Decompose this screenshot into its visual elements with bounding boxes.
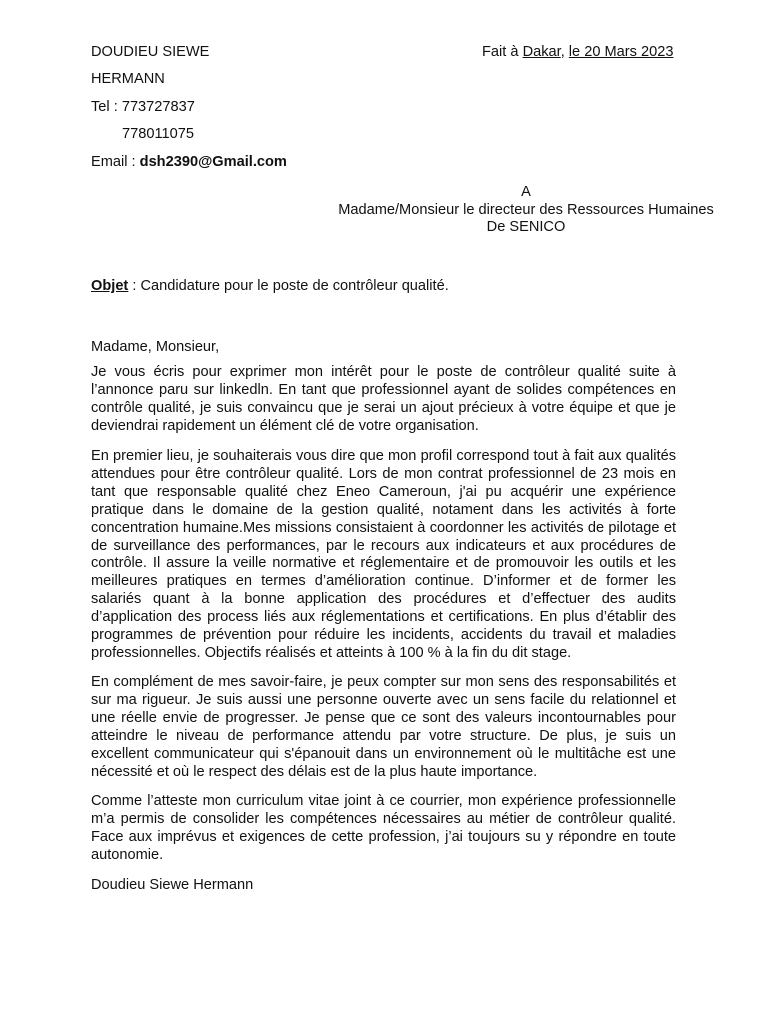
sender-phone xyxy=(91,98,195,116)
email-address: dsh2390@Gmail.com xyxy=(139,154,287,170)
place-comma: , xyxy=(560,44,569,60)
phone-label: Tel : xyxy=(91,99,122,115)
body-paragraph-2: En premier lieu, je souhaiterais vous dire que mon profil correspond tout à fait aux qualités attendues pour être contrôleur qualité. Lors de mon contrat professionnel de 23 mois en tant que responsable qualité chez Eneo Cameroun, j'ai pu acquérir une expérience pratique dans le domaine de la gestion qualité, notament dans les activités à forte concentration humaine.Mes missions consistaient à coordonner les activités de pilotage et de surveillance des performances, par le recours aux indicateurs et aux procédures de contrôle. Il assure la veille normative et réglementaire et de promouvoir les outils et les meilleures pratiques en termes d’amélioration continue. D’informer et de former les salariés quant à la bonne application des procédures et d’effectuer des audits d’application des process liés aux réglementations et certifications. En plus d’établir des programmes de prévention pour réduire les incidents, accidents du travail et maladies professionnelles. Objectifs réalisés et atteints à 100 % à la fin du dit stage. xyxy=(91,448,676,661)
sender-email xyxy=(91,153,287,171)
salutation: Madame, Monsieur, xyxy=(91,339,220,355)
subject-label: Objet xyxy=(91,278,129,294)
signature: Doudieu Siewe Hermann xyxy=(91,877,254,893)
phone-number-1: 773727837 xyxy=(121,99,195,115)
body-paragraph-3: En complément de mes savoir-faire, je peux compter sur mon sens des responsabilités et sur ma rigueur. Je suis aussi une personne ouverte avec un sens facile du relationnel et une réelle envie de progresser. Je pense que ce sont des valeurs incontournables pour atteindre le niveau de performance attendu par votre structure. De plus, je suis un excellent communicateur qui s'épanouit dans un environnement où le multitâche est une nécessité et où le respect des délais est de la plus haute importance. xyxy=(91,674,676,780)
sender-name-line2: HERMANN xyxy=(91,71,165,87)
subject-line xyxy=(91,277,449,295)
sender-name-line1: DOUDIEU SIEWE xyxy=(91,44,210,60)
body-paragraph-4: Comme l’atteste mon curriculum vitae joint à ce courrier, mon expérience professionnelle m’a permis de consolider les compétences nécessaires au métier de contrôleur qualité. Face aux imprévus et exigences de cette profession, j’ai toujours su y répondre en toute autonomie. xyxy=(91,793,676,863)
email-label: Email : xyxy=(91,154,140,170)
place-date xyxy=(482,43,673,61)
subject-text: : Candidature pour le poste de contrôleur qualité. xyxy=(128,278,449,294)
letter-date: le 20 Mars 2023 xyxy=(568,44,674,60)
body-paragraph-1: Je vous écris pour exprimer mon intérêt pour le poste de contrôleur qualité suite à l’annonce paru sur linkedln. En tant que professionnel ayant de solides compétences en contrôle qualité, je suis convaincu que je serai un ajout précieux à votre équipe et que je deviendrai rapidement un élément clé de votre organisation. xyxy=(91,364,676,434)
phone-number-2: 778011075 xyxy=(122,126,194,142)
place-prefix: Fait à xyxy=(482,44,523,60)
recipient-line2: Madame/Monsieur le directeur des Ressources Humaines xyxy=(338,202,714,218)
recipient-line1: A xyxy=(521,184,531,200)
place-city: Dakar xyxy=(522,44,561,60)
recipient-line3: De SENICO xyxy=(486,219,566,235)
